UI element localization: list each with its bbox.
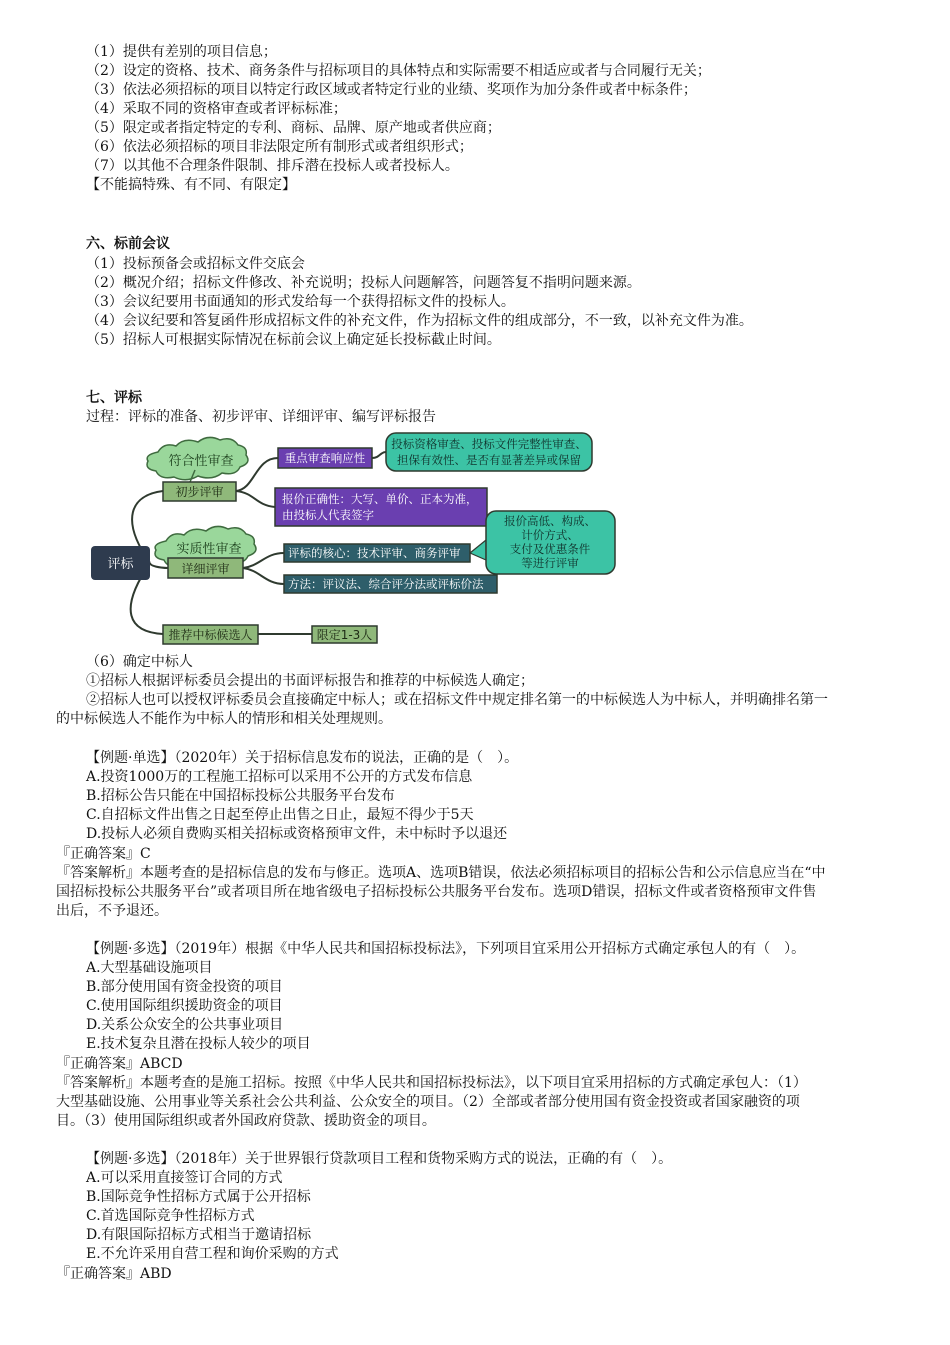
question-2-answer: 『正确答案』ABCD [56, 1056, 183, 1072]
question-1-answer: 『正确答案』C [56, 846, 151, 862]
node-focus-detail-line-2: 担保有效性、是否有显著差异或保留 [397, 453, 581, 467]
condition-1: （1）提供有差别的项目信息； [86, 44, 277, 60]
section-6-item-4: （4）会议纪要和答复函件形成招标文件的补充文件，作为招标文件的组成部分，不一致，以补充文件为准。 [86, 313, 753, 329]
mnemonic-note: 【不能搞特殊、有不同、有限定】 [86, 177, 296, 193]
condition-4: （4）采取不同的资格审查或者评标标准； [86, 101, 347, 117]
question-3-option-c: C.首选国际竞争性招标方式 [86, 1208, 255, 1224]
condition-7: （7）以其他不合理条件限制、排斥潜在投标人或者投标人。 [86, 158, 459, 174]
question-1-option-c: C.自招标文件出售之日起至停止出售之日止，最短不得少于5天 [86, 807, 474, 823]
node-core-callout-line-2: 计价方式、 [521, 528, 579, 542]
node-initial-review-label: 初步评审 [175, 485, 224, 499]
question-1-option-a: A.投资1000万的工程施工招标可以采用不公开的方式发布信息 [86, 769, 473, 785]
question-2-analysis-line-2: 大型基础设施、公用事业等关系社会公共利益、公众安全的项目。（2）全部或者部分使用国有资金投资或者国家融资的项 [56, 1094, 800, 1110]
section-7-item-6-b-line-1: ②招标人也可以授权评标委员会直接确定中标人；或在招标文件中规定排名第一的中标候选人为中标人，并明确排名第一 [86, 692, 828, 708]
node-focus-detail-line-1: 投标资格审查、投标文件完整性审查、 [391, 437, 587, 451]
node-core-callout-line-3: 支付及优惠条件 [509, 542, 591, 556]
section-7-item-6: （6）确定中标人 [86, 654, 193, 670]
question-3-option-b: B.国际竞争性招标方式属于公开招标 [86, 1189, 311, 1205]
condition-2: （2）设定的资格、技术、商务条件与招标项目的具体特点和实际需要不相适应或者与合同履行无关； [86, 63, 711, 79]
section-7-item-6-b-line-2: 的中标候选人不能作为中标人的情形和相关处理规则。 [56, 711, 392, 727]
section-6-item-3: （3）会议纪要用书面通知的形式发给每一个获得招标文件的投标人。 [86, 294, 515, 310]
question-2-option-a: A.大型基础设施项目 [86, 960, 213, 976]
node-initial-focus-label: 重点审查响应性 [284, 451, 366, 465]
condition-3: （3）依法必须招标的项目以特定行政区域或者特定行业的业绩、奖项作为加分条件或者中标条件； [86, 82, 697, 98]
question-2-analysis-line-1: 『答案解析』本题考查的是施工招标。按照《中华人民共和国招标投标法》，以下项目宜采用招标的方式确定承包人：（1） [56, 1075, 807, 1091]
question-1-analysis-line-2: 国招标投标公共服务平台”或者项目所在地省级电子招标投标公共服务平台发布。选项D错误，招标文件或者资格预审文件售 [56, 884, 817, 900]
question-1-option-b: B.招标公告只能在中国招标投标公共服务平台发布 [86, 788, 395, 804]
line-detail-method [243, 568, 284, 584]
question-2-option-d: D.关系公众安全的公共事业项目 [86, 1017, 284, 1033]
node-price-correctness-line-1: 报价正确性：大写、单价、正本为准， [282, 492, 478, 506]
node-core-callout-line-1: 报价高低、构成、 [504, 514, 596, 528]
question-1-stem: 【例题·单选】（2020年）关于招标信息发布的说法，正确的是（ ）。 [86, 750, 519, 766]
node-recommend-limit-label: 限定1-3人 [316, 628, 373, 642]
condition-6: （6）依法必须招标的项目非法限定所有制形式或者组织形式； [86, 139, 473, 155]
cloud-conformity-label: 符合性审查 [168, 454, 234, 469]
cloud-substantive-label: 实质性审查 [176, 542, 242, 557]
question-3-answer: 『正确答案』ABD [56, 1266, 172, 1282]
branch-line-detail [150, 563, 168, 568]
question-3-stem: 【例题·多选】（2018年）关于世界银行贷款项目工程和货物采购方式的说法，正确的有（ ）。 [86, 1151, 673, 1167]
question-2-option-c: C.使用国际组织援助资金的项目 [86, 998, 283, 1014]
question-3-option-a: A.可以采用直接签订合同的方式 [86, 1170, 283, 1186]
root-node-label: 评标 [107, 557, 134, 572]
section-6-title: 六、标前会议 [86, 236, 170, 252]
question-2-stem: 【例题·多选】（2019年）根据《中华人民共和国招标投标法》，下列项目宜采用公开招标方式确定承包人的有（ ）。 [86, 941, 806, 957]
section-6-item-1: （1）投标预备会或招标文件交底会 [86, 256, 305, 272]
node-core-callout-line-4: 等进行评审 [521, 556, 579, 570]
line-focus-detail [372, 452, 386, 458]
section-7-process: 过程：评标的准备、初步评审、详细评审、编写评标报告 [86, 409, 436, 425]
question-3-option-d: D.有限国际招标方式相当于邀请招标 [86, 1227, 312, 1243]
node-recommend-label: 推荐中标候选人 [168, 628, 253, 642]
node-price-correctness-line-2: 由投标人代表签字 [282, 508, 374, 522]
section-6-item-5: （5）招标人可根据实际情况在标前会议上确定延长投标截止时间。 [86, 332, 501, 348]
line-initial-price [236, 491, 275, 507]
question-2-option-e: E.技术复杂且潜在投标人较少的项目 [86, 1036, 311, 1052]
question-3-option-e: E.不允许采用自营工程和询价采购的方式 [86, 1246, 339, 1262]
section-7-title: 七、评标 [86, 390, 142, 406]
question-1-analysis-line-1: 『答案解析』本题考查的是招标信息的发布与修正。选项A、选项B错误，依法必须招标项目的招标公告和公示信息应当在“中 [56, 865, 826, 881]
node-detail-review-label: 详细评审 [181, 562, 230, 576]
node-detail-method-label: 方法：评议法、综合评分法或评标价法 [288, 577, 484, 591]
node-detail-core-label: 评标的核心：技术评审、商务评审 [288, 546, 461, 560]
callout-pointer [470, 540, 486, 560]
condition-5: （5）限定或者指定特定的专利、商标、品牌、原产地或者供应商； [86, 120, 501, 136]
section-7-item-6-a: ①招标人根据评标委员会提出的书面评标报告和推荐的中标候选人确定； [86, 673, 534, 689]
question-1-analysis-line-3: 出后，不予退还。 [56, 903, 168, 919]
question-1-option-d: D.投标人必须自费购买相关招标或资格预审文件，未中标时予以退还 [86, 826, 508, 842]
question-2-analysis-line-3: 目。（3）使用国际组织或者外国政府贷款、援助资金的项目。 [56, 1113, 436, 1129]
section-6-item-2: （2）概况介绍；招标文件修改、补充说明；投标人问题解答，问题答复不指明问题来源。 [86, 275, 641, 291]
question-2-option-b: B.部分使用国有资金投资的项目 [86, 979, 283, 995]
